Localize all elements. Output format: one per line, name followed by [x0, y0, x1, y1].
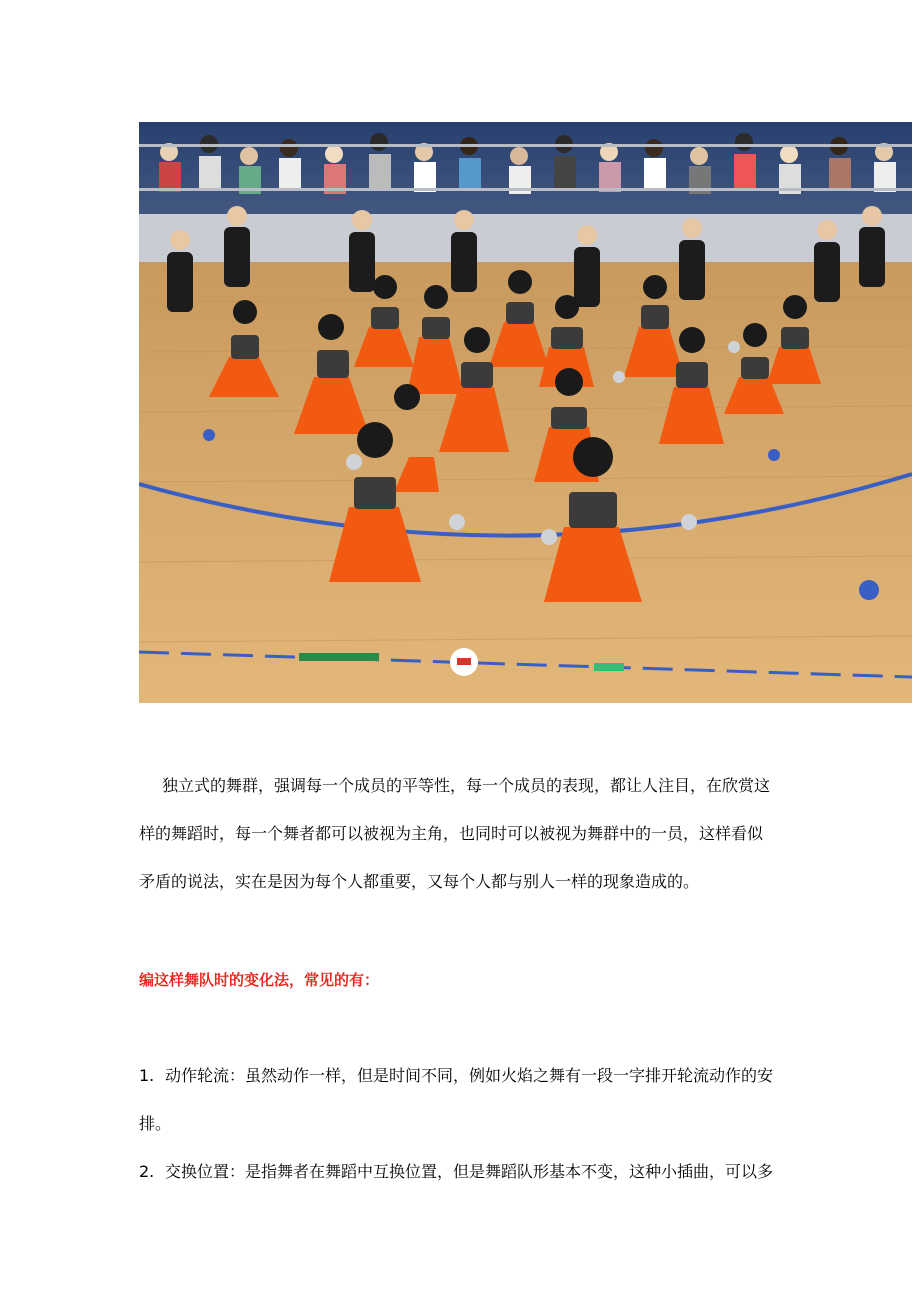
list-item — [139, 1148, 789, 1196]
list-item-text: 动作轮流：虽然动作一样，但是时间不同，例如火焰之舞有一段一字排开轮流动作的安 — [165, 1066, 774, 1085]
list-item-number: 1. — [139, 1066, 155, 1085]
list-item-text: 交换位置：是指舞者在舞蹈中互换位置，但是舞蹈队形基本不变，这种小插曲，可以多 — [165, 1162, 774, 1181]
list-item — [139, 1052, 789, 1148]
section-heading: 编这样舞队时的变化法，常见的有： — [139, 971, 380, 989]
arena-wall — [139, 214, 912, 262]
body-paragraph — [139, 762, 789, 906]
dance-performance-photo — [139, 122, 912, 703]
paragraph-line: 样的舞蹈时，每一个舞者都可以被视为主角，也同时可以被视为舞群中的一员，这样看似 — [139, 824, 764, 843]
railing — [139, 144, 912, 147]
paragraph-line: 独立式的舞群，强调每一个成员的平等性，每一个成员的表现，都让人注目，在欣赏这 — [162, 776, 771, 795]
list-item-number: 2. — [139, 1162, 155, 1181]
paragraph-line: 矛盾的说法，实在是因为每个人都重要，又每个人都与别人一样的现象造成的。 — [139, 872, 700, 891]
list-item-text-continued: 排。 — [139, 1114, 172, 1133]
